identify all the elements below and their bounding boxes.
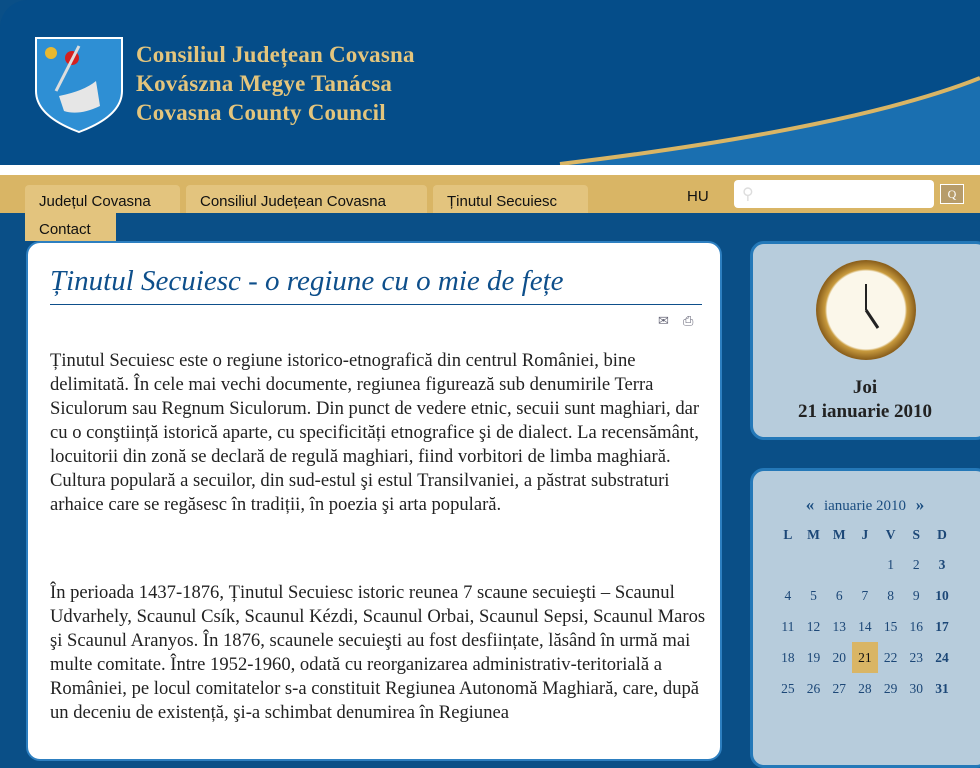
calendar-day[interactable]: 9 (912, 587, 920, 603)
calendar-header (753, 495, 977, 515)
calendar-day[interactable]: 17 (935, 618, 949, 634)
calendar-day[interactable]: 14 (858, 618, 872, 634)
calendar-day[interactable]: 8 (887, 587, 894, 603)
calendar-day[interactable]: 6 (835, 587, 843, 603)
tab-consiliul-judetean[interactable]: Consiliul Județean Covasna (186, 185, 427, 213)
clock-day: Joi (852, 377, 878, 398)
calendar-day[interactable]: 18 (781, 649, 795, 665)
coat-of-arms-logo[interactable] (34, 36, 124, 134)
calendar-day[interactable]: 16 (909, 618, 924, 634)
weekday-label: D (937, 527, 947, 542)
search-button[interactable]: Q (940, 184, 964, 204)
clock-icon (816, 260, 916, 360)
calendar-day[interactable]: 30 (909, 680, 924, 696)
weekday-label: M (832, 527, 846, 542)
calendar-day[interactable]: 2 (912, 556, 920, 572)
calendar-day[interactable]: 4 (784, 587, 792, 603)
calendar-empty-cell (775, 549, 801, 580)
header-divider (0, 165, 980, 175)
calendar-empty-cell (801, 549, 827, 580)
search-input[interactable] (734, 180, 934, 208)
calendar-day[interactable]: 27 (832, 680, 846, 696)
tab-contact[interactable]: Contact (25, 213, 116, 241)
article-panel (26, 241, 722, 761)
calendar-day[interactable]: 19 (806, 649, 821, 665)
calendar-next-button[interactable]: » (915, 495, 925, 514)
calendar-day-today[interactable]: 21 (852, 642, 878, 673)
calendar-empty-cell (852, 549, 878, 580)
language-link-hu[interactable]: HU (687, 188, 709, 205)
article-paragraph: În perioada 1437-1876, Ținutul Secuiesc istoric reunea 7 scaune secuieşti – Scaunul Udvarhely, Scaunul Csík, Scaunul Kézdi, Scaunul Orbai, Scaunul Sepsi, Scaunul Maros şi Scaunul Aranyos. În 1876, scaunele secuieşti au fost desființate, lăsând în urmă mai multe comitate. Între 1952-1960, odată cu reorganizarea administrativ-teritorială a României, pe locul comitatelor s-a constituit Regiunea Autonomă Maghiară, care, după un deceniu de existență, şi-a schimbat denumirea în Regiunea (50, 582, 706, 723)
calendar-day[interactable]: 5 (810, 587, 817, 603)
weekday-label: M (807, 527, 820, 542)
calendar-day[interactable]: 26 (806, 680, 821, 696)
page-title: Ținutul Secuiesc - o regiune cu o mie de fețe (50, 265, 702, 305)
calendar-day[interactable]: 7 (861, 587, 869, 603)
calendar-day[interactable]: 24 (935, 649, 949, 665)
weekday-label: S (912, 527, 921, 542)
calendar-day[interactable]: 25 (781, 680, 795, 696)
calendar-empty-cell (826, 549, 852, 580)
weekday-label: J (861, 527, 869, 542)
calendar-day[interactable]: 12 (806, 618, 821, 634)
calendar-prev-button[interactable]: « (805, 495, 815, 514)
site-title-en: Covasna County Council (136, 100, 386, 125)
calendar-day[interactable]: 13 (832, 618, 846, 634)
calendar-grid (775, 521, 955, 704)
weekday-label: V (885, 527, 896, 542)
email-icon[interactable]: ✉ (658, 313, 669, 328)
calendar-day[interactable]: 10 (935, 587, 949, 603)
clock-date: 21 ianuarie 2010 (797, 401, 933, 422)
calendar-day[interactable]: 15 (883, 618, 898, 634)
calendar-day[interactable]: 28 (858, 680, 872, 696)
calendar-day[interactable]: 20 (832, 649, 846, 665)
calendar-day[interactable]: 23 (909, 649, 924, 665)
calendar-day[interactable]: 22 (883, 649, 898, 665)
tab-tinutul-secuiesc[interactable]: Ținutul Secuiesc (433, 185, 588, 213)
weekday-label: L (783, 527, 793, 542)
print-icon[interactable]: ⎙ (683, 313, 694, 328)
site-title-hu: Kovászna Megye Tanácsa (136, 71, 393, 96)
clock-panel (750, 241, 980, 440)
calendar-month: ianuarie 2010 (823, 498, 907, 514)
tab-judetul-covasna[interactable]: Județul Covasna (25, 185, 180, 213)
calendar-panel (750, 468, 980, 768)
calendar-day[interactable]: 31 (935, 680, 949, 696)
search-icon: ⚲ (742, 186, 754, 203)
site-title-ro: Consiliul Județean Covasna (136, 42, 415, 67)
article-paragraph: Ținutul Secuiesc este o regiune istorico-etnografică din centrul României, bine delimitată. În cele mai vechi documente, regiunea figurează sub denumirile Terra Siculorum sau Regnum Siculorum. Din punct de vedere etnic, secuii sunt maghiari, dar cu o conştiință istorică aparte, cu specificități etnografice şi de dialect. La recensământ, locuitorii din zonă se declară de regulă maghiari, fiind vorbitori de limba maghiară. Cultura populară a secuilor, din sud-estul şi estul Transilvaniei, a păstrat substraturi arhaice care se regăsesc în tradiții, în poezia şi arta populară. (50, 350, 700, 515)
calendar-day[interactable]: 11 (781, 618, 795, 634)
calendar-day[interactable]: 3 (938, 556, 946, 572)
calendar-day[interactable]: 1 (887, 556, 894, 572)
calendar-day[interactable]: 29 (883, 680, 898, 696)
site-header (0, 0, 980, 165)
